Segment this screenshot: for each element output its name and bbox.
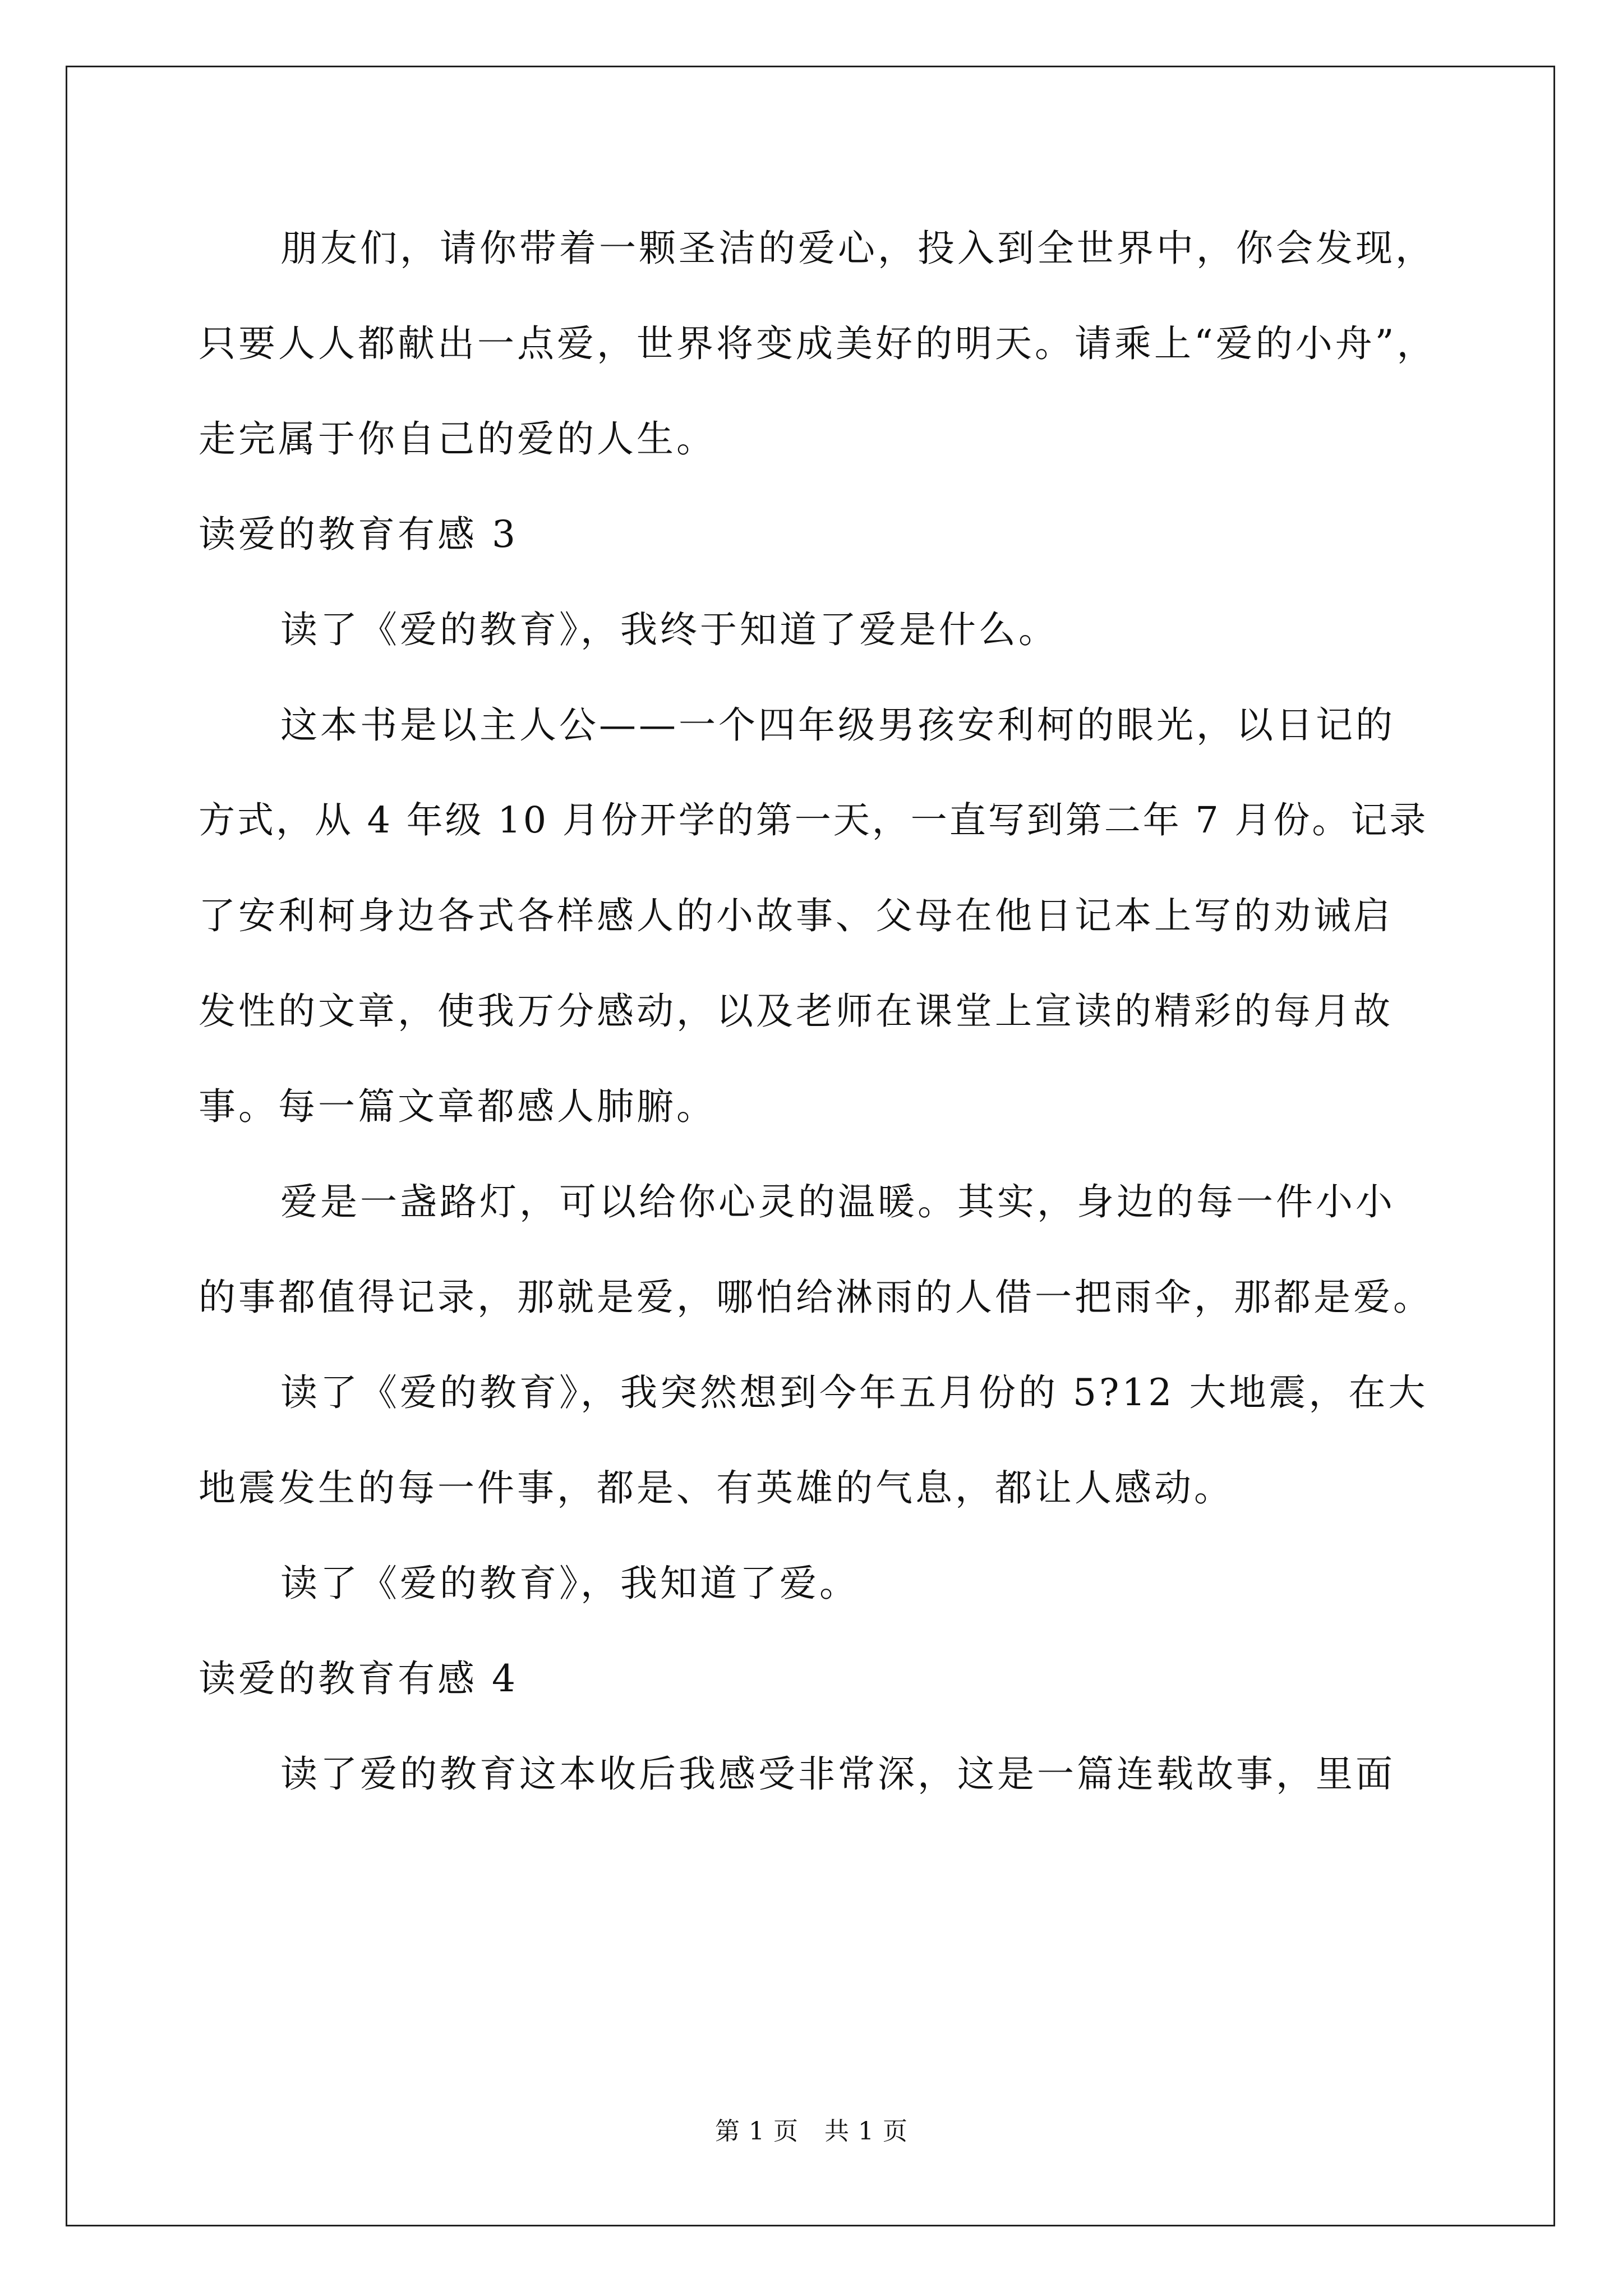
- paragraph-line: 朋友们，请你带着一颗圣洁的爱心，投入到全世界中，你会发现，: [280, 227, 1435, 270]
- section-heading: 读爱的教育有感 3: [199, 513, 518, 556]
- paragraph-line: 的事都值得记录，那就是爱，哪怕给淋雨的人借一把雨伞，那都是爱。: [199, 1276, 1433, 1319]
- paragraph-line: 读了《爱的教育》，我突然想到今年五月份的 5?12 大地震，在大: [280, 1371, 1428, 1414]
- paragraph-line: 这本书是以主人公——一个四年级男孩安利柯的眼光，以日记的: [280, 703, 1395, 747]
- page-total: 共 1 页: [824, 2117, 908, 2146]
- paragraph-line: 事。每一篇文章都感人肺腑。: [199, 1085, 716, 1128]
- paragraph-line: 读了《爱的教育》，我知道了爱。: [280, 1562, 859, 1605]
- paragraph-line: 方式，从 4 年级 10 月份开学的第一天，一直写到第二年 7 月份。记录: [199, 799, 1428, 841]
- page-footer: [0, 2115, 1623, 2148]
- paragraph-line: 读了《爱的教育》，我终于知道了爱是什么。: [280, 608, 1058, 651]
- paragraph-line: 只要人人都献出一点爱，世界将变成美好的明天。请乘上“爱的小舟”，: [199, 322, 1437, 365]
- paragraph-line: 地震发生的每一件事，都是、有英雄的气息，都让人感动。: [199, 1466, 1234, 1510]
- section-heading: 读爱的教育有感 4: [199, 1657, 518, 1700]
- paragraph-line: 爱是一盏路灯，可以给你心灵的温暖。其实，身边的每一件小小: [280, 1180, 1395, 1223]
- paragraph-line: 读了爱的教育这本收后我感受非常深，这是一篇连载故事，里面: [280, 1752, 1395, 1796]
- paragraph-line: 走完属于你自己的爱的人生。: [199, 417, 716, 461]
- paragraph-line: 了安利柯身边各式各样感人的小故事、父母在他日记本上写的劝诫启: [199, 894, 1393, 937]
- paragraph-line: 发性的文章，使我万分感动，以及老师在课堂上宣读的精彩的每月故: [199, 990, 1393, 1033]
- page-number: 第 1 页: [715, 2117, 799, 2146]
- page-border: [66, 66, 1555, 2226]
